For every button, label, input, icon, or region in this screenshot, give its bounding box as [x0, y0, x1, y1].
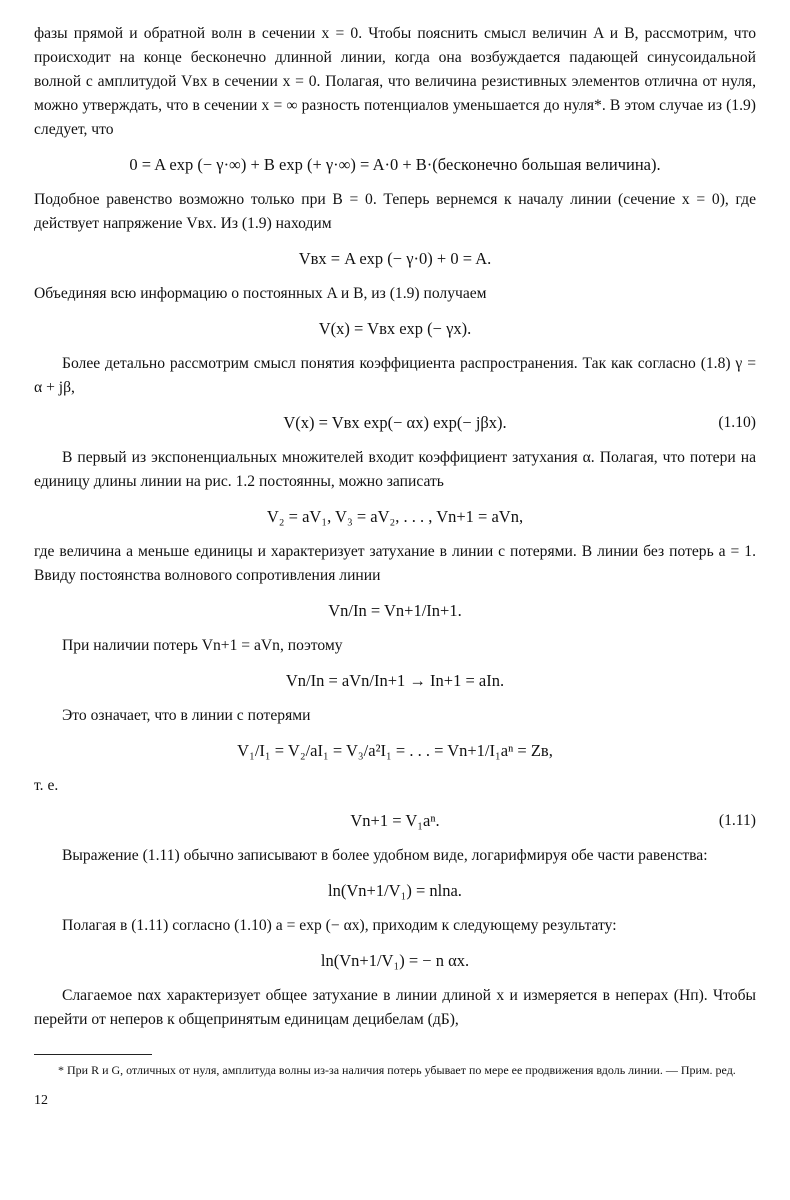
paragraph: где величина a меньше единицы и характеризует затухание в линии с потерями. В линии без потерь a = 1. Ввиду постоянства волнового сопротивления линии: [34, 543, 756, 584]
paragraph: Это означает, что в линии с потерями: [62, 707, 311, 724]
equation-numbered: [34, 410, 756, 436]
equation-numbered: [34, 808, 756, 834]
equation: Vвх = A exp (− γ·0) + 0 = A.: [298, 249, 492, 268]
paragraph: Подобное равенство возможно только при B = 0. Теперь вернемся к началу линии (сечение x = 0), где действует напряжение Vвх. Из (1.9) находим: [34, 191, 756, 232]
equation-number: (1.10): [718, 414, 756, 431]
equation: V₁/I₁ = V₂/aI₁ = V₃/a²I₁ = . . . = Vn+1/I₁aⁿ = Zв,: [237, 741, 553, 760]
equation: Vn/In = Vn+1/In+1.: [328, 601, 462, 620]
paragraph: Более детально рассмотрим смысл понятия коэффициента распространения. Так как согласно (1.8) γ = α + jβ,: [34, 355, 756, 396]
equation: ln(Vn+1/V₁) = − n αx.: [320, 951, 470, 970]
equation-number: (1.11): [718, 812, 756, 829]
paragraph: При наличии потерь Vn+1 = aVn, поэтому: [62, 637, 343, 654]
paragraph: В первый из экспоненциальных множителей входит коэффициент затухания α. Полагая, что потери на единицу длины линии на рис. 1.2 постоянны, можно записать: [34, 449, 756, 490]
paragraph: Объединяя всю информацию о постоянных A и B, из (1.9) получаем: [34, 285, 487, 302]
equation: ln(Vn+1/V₁) = nlna.: [328, 881, 462, 900]
footnote-divider: [34, 1054, 152, 1055]
footnote: * При R и G, отличных от нуля, амплитуда волны из-за наличия потерь убывает по мере ее продвижения вдоль линии. — Прим. ред.: [58, 1063, 736, 1077]
equation: V(x) = Vвх exp (− γx).: [318, 319, 472, 338]
paragraph: Слагаемое nαx характеризует общее затухание в линии длиной x и измеряется в неперах (Нп). Чтобы перейти от неперов к общепринятым единицам децибелам (дБ),: [34, 987, 756, 1028]
equation: 0 = A exp (− γ·∞) + B exp (+ γ·∞) = A·0 + B·(бесконечно большая величина).: [129, 155, 661, 174]
page-number: 12: [34, 1093, 48, 1108]
equation: Vn/In = aVn/In+1 → In+1 = aIn.: [285, 671, 505, 690]
paragraph: фазы прямой и обратной волн в сечении x = 0. Чтобы пояснить смысл величин A и B, рассмотрим, что происходит на конце бесконечно длинной линии, когда она возбуждается падающей синусоидальной волной с амплитудой Vвх в сечении x = 0. Полагая, что величина резистивных элементов отлична от нуля, можно утверждать, что в сечении x = ∞ разность потенциалов уменьшается до нуля*. В этом случае из (1.9) следует, что: [34, 25, 756, 138]
paragraph: Выражение (1.11) обычно записывают в более удобном виде, логарифмируя обе части равенства:: [62, 847, 708, 864]
page-content: [34, 22, 756, 1109]
equation-body: V(x) = Vвх exp(− αx) exp(− jβx).: [283, 413, 507, 432]
paragraph: Полагая в (1.11) согласно (1.10) a = exp (− αx), приходим к следующему результату:: [62, 917, 617, 934]
equation-body: Vn+1 = V₁aⁿ.: [350, 811, 440, 830]
paragraph: т. е.: [34, 777, 59, 794]
equation: V₂ = aV₁, V₃ = aV₂, . . . , Vn+1 = aVn,: [266, 507, 524, 526]
